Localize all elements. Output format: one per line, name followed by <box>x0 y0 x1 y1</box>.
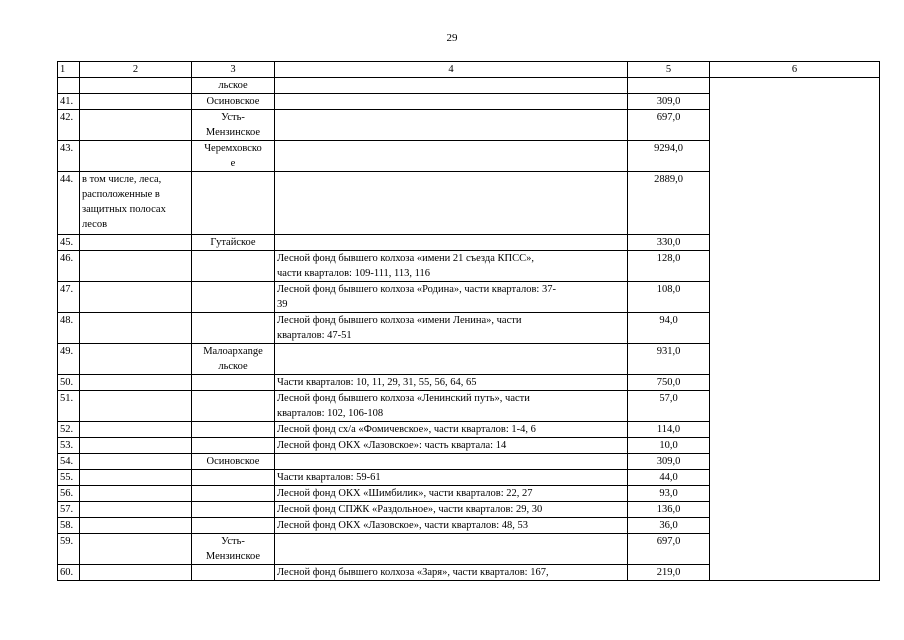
area-cell: 219,0 <box>628 565 710 581</box>
category-cell <box>80 565 192 581</box>
row-number-cell: 57. <box>58 502 80 518</box>
district-cell: Гутайское <box>192 235 275 251</box>
district-cell <box>192 375 275 391</box>
category-cell <box>80 454 192 470</box>
district-cell: Черемховско е <box>192 141 275 172</box>
description-cell <box>275 78 628 94</box>
area-cell: 108,0 <box>628 282 710 313</box>
category-cell <box>80 251 192 282</box>
district-cell <box>192 438 275 454</box>
description-cell <box>275 141 628 172</box>
area-cell: 931,0 <box>628 344 710 375</box>
district-cell: Усть- Мензинское <box>192 110 275 141</box>
area-cell: 309,0 <box>628 454 710 470</box>
description-cell: Части кварталов: 59-61 <box>275 470 628 486</box>
category-cell <box>80 235 192 251</box>
description-cell: Лесной фонд бывшего колхоза «Родина», части кварталов: 37- 39 <box>275 282 628 313</box>
area-cell: 9294,0 <box>628 141 710 172</box>
land-table <box>57 61 880 581</box>
category-cell <box>80 438 192 454</box>
area-cell: 94,0 <box>628 313 710 344</box>
row-number-cell: 46. <box>58 251 80 282</box>
district-cell: Осиновское <box>192 94 275 110</box>
district-cell <box>192 313 275 344</box>
area-cell: 57,0 <box>628 391 710 422</box>
header-cell: 2 <box>80 62 192 78</box>
description-cell: Лесной фонд бывшего колхоза «Ленинский путь», части кварталов: 102, 106-108 <box>275 391 628 422</box>
area-cell: 309,0 <box>628 94 710 110</box>
area-cell: 36,0 <box>628 518 710 534</box>
district-cell: Малоархange льское <box>192 344 275 375</box>
header-cell: 1 <box>58 62 80 78</box>
description-cell: Лесной фонд сх/а «Фомичевское», части кварталов: 1-4, 6 <box>275 422 628 438</box>
district-cell <box>192 518 275 534</box>
description-cell <box>275 235 628 251</box>
district-cell <box>192 391 275 422</box>
row-number-cell: 53. <box>58 438 80 454</box>
category-cell <box>80 470 192 486</box>
header-cell: 4 <box>275 62 628 78</box>
row-number-cell: 41. <box>58 94 80 110</box>
area-cell: 10,0 <box>628 438 710 454</box>
row-number-cell: 56. <box>58 486 80 502</box>
category-cell <box>80 422 192 438</box>
row-number-cell: 52. <box>58 422 80 438</box>
row-number-cell: 58. <box>58 518 80 534</box>
category-cell <box>80 375 192 391</box>
category-cell <box>80 313 192 344</box>
district-cell: Усть- Мензинское <box>192 534 275 565</box>
table-header-row <box>58 62 880 78</box>
header-cell: 3 <box>192 62 275 78</box>
table-row <box>58 78 880 94</box>
area-cell: 44,0 <box>628 470 710 486</box>
category-cell <box>80 94 192 110</box>
category-cell <box>80 78 192 94</box>
area-cell: 697,0 <box>628 110 710 141</box>
district-cell <box>192 486 275 502</box>
description-cell <box>275 94 628 110</box>
description-cell: Лесной фонд СПЖК «Раздольное», части кварталов: 29, 30 <box>275 502 628 518</box>
category-cell: в том числе, леса, расположенные в защитных полосах лесов <box>80 172 192 235</box>
row-number-cell: 50. <box>58 375 80 391</box>
district-cell <box>192 172 275 235</box>
row-number-cell: 42. <box>58 110 80 141</box>
area-cell: 114,0 <box>628 422 710 438</box>
category-cell <box>80 486 192 502</box>
header-cell: 5 <box>628 62 710 78</box>
category-cell <box>80 518 192 534</box>
description-cell: Лесной фонд бывшего колхоза «Заря», части кварталов: 167, <box>275 565 628 581</box>
category-cell <box>80 534 192 565</box>
description-cell <box>275 110 628 141</box>
notes-cell <box>710 78 880 581</box>
district-cell <box>192 251 275 282</box>
row-number-cell: 48. <box>58 313 80 344</box>
row-number-cell: 49. <box>58 344 80 375</box>
district-cell <box>192 502 275 518</box>
row-number-cell <box>58 78 80 94</box>
description-cell: Лесной фонд бывшего колхоза «имени 21 съезда КПСС», части кварталов: 109-111, 113, 116 <box>275 251 628 282</box>
district-cell <box>192 282 275 313</box>
description-cell <box>275 454 628 470</box>
description-cell <box>275 172 628 235</box>
category-cell <box>80 141 192 172</box>
area-cell: 93,0 <box>628 486 710 502</box>
row-number-cell: 47. <box>58 282 80 313</box>
row-number-cell: 43. <box>58 141 80 172</box>
category-cell <box>80 391 192 422</box>
row-number-cell: 44. <box>58 172 80 235</box>
description-cell: Лесной фонд ОКХ «Лазовское»: часть квартала: 14 <box>275 438 628 454</box>
description-cell: Лесной фонд ОКХ «Лазовское», части кварталов: 48, 53 <box>275 518 628 534</box>
district-cell <box>192 470 275 486</box>
row-number-cell: 45. <box>58 235 80 251</box>
area-cell: 697,0 <box>628 534 710 565</box>
row-number-cell: 54. <box>58 454 80 470</box>
description-cell: Лесной фонд бывшего колхоза «имени Ленина», части кварталов: 47-51 <box>275 313 628 344</box>
area-cell: 330,0 <box>628 235 710 251</box>
area-cell: 136,0 <box>628 502 710 518</box>
row-number-cell: 59. <box>58 534 80 565</box>
district-cell: льское <box>192 78 275 94</box>
description-cell: Лесной фонд ОКХ «Шимбилик», части кварталов: 22, 27 <box>275 486 628 502</box>
row-number-cell: 51. <box>58 391 80 422</box>
area-cell: 2889,0 <box>628 172 710 235</box>
row-number-cell: 55. <box>58 470 80 486</box>
description-cell: Части кварталов: 10, 11, 29, 31, 55, 56, 64, 65 <box>275 375 628 391</box>
description-cell <box>275 344 628 375</box>
category-cell <box>80 110 192 141</box>
district-cell <box>192 422 275 438</box>
area-cell: 128,0 <box>628 251 710 282</box>
district-cell: Осиновское <box>192 454 275 470</box>
district-cell <box>192 565 275 581</box>
area-cell <box>628 78 710 94</box>
category-cell <box>80 344 192 375</box>
page-number: 29 <box>446 32 458 44</box>
header-cell: 6 <box>710 62 880 78</box>
category-cell <box>80 282 192 313</box>
description-cell <box>275 534 628 565</box>
row-number-cell: 60. <box>58 565 80 581</box>
area-cell: 750,0 <box>628 375 710 391</box>
category-cell <box>80 502 192 518</box>
